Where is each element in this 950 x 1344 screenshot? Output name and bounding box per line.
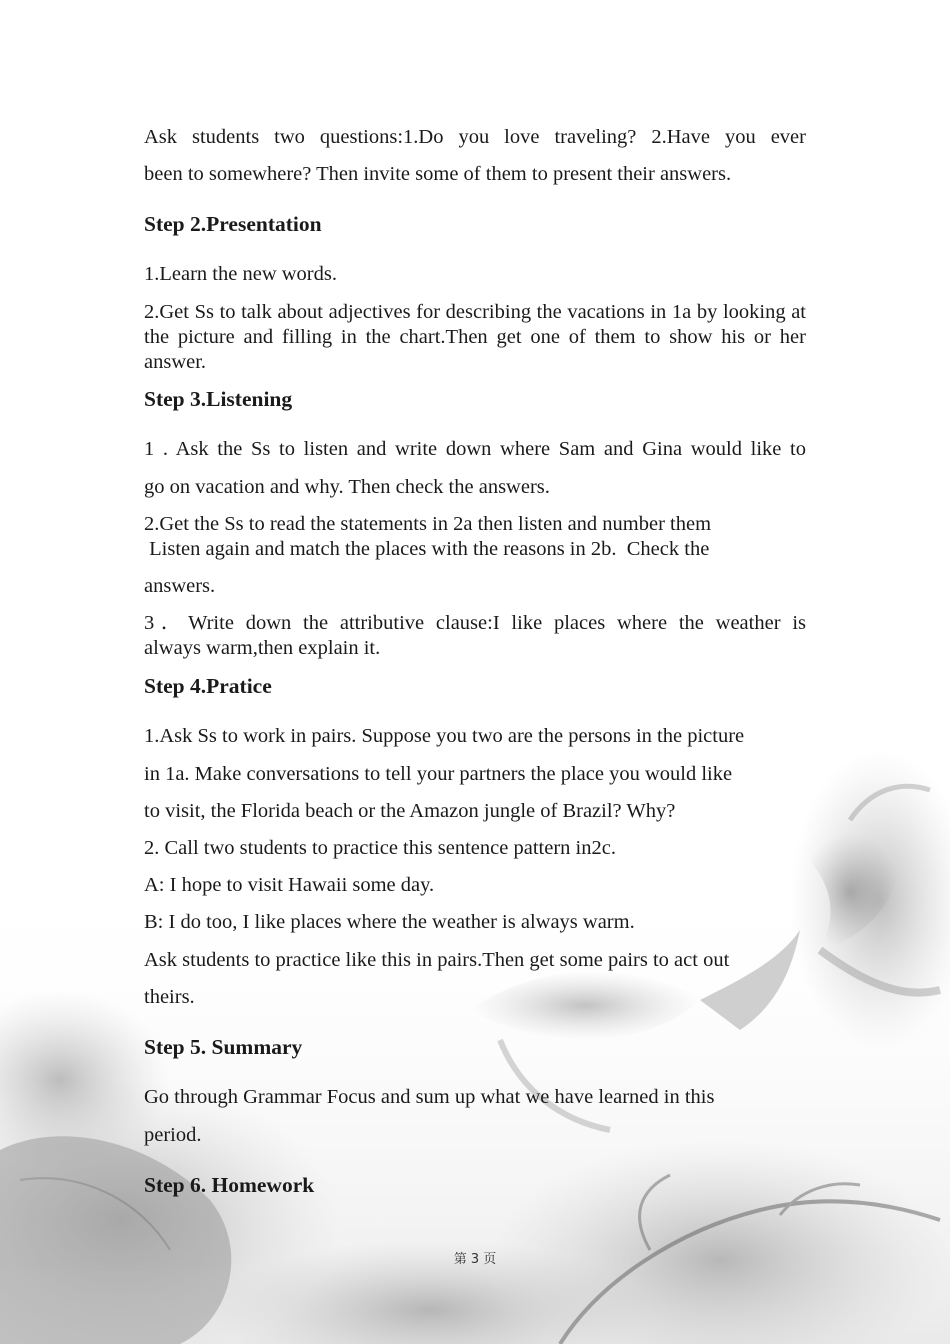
step5-line-1: Go through Grammar Focus and sum up what we have learned in this — [144, 1086, 715, 1108]
step3-heading: Step 3.Listening — [144, 387, 293, 411]
page-number: 第 3 页 — [453, 1252, 497, 1267]
step4-dialog-a: A: I hope to visit Hawaii some day. — [144, 874, 435, 896]
step4-heading: Step 4.Pratice — [144, 674, 272, 698]
step3-item-3-line-2: always warm,then explain it. — [144, 637, 381, 659]
step3-item-2-line-3: answers. — [144, 575, 216, 597]
step4-item-1-line-3: to visit, the Florida beach or the Amazon jungle of Brazil? Why? — [144, 800, 676, 822]
step2-heading: Step 2.Presentation — [144, 212, 322, 236]
step4-dialog-b: B: I do too, I like places where the weather is always warm. — [144, 911, 635, 933]
intro-line-1: Ask students two questions:1.Do you love traveling? 2.Have you ever — [144, 126, 806, 148]
step2-item-2: 2.Get Ss to talk about adjectives for describing the vacations in 1a by looking at the picture and filling in the chart.Then get one of them to show his or her answer. — [144, 301, 806, 373]
step2-item-1: 1.Learn the new words. — [144, 263, 337, 285]
step3-item-2-line-2: Listen again and match the places with the reasons in 2b. Check the — [144, 538, 710, 560]
step4-item-1-line-2: in 1a. Make conversations to tell your partners the place you would like — [144, 763, 733, 785]
step4-practice-line-1: Ask students to practice like this in pairs.Then get some pairs to act out — [144, 949, 730, 971]
step4-item-1-line-1: 1.Ask Ss to work in pairs. Suppose you two are the persons in the picture — [144, 725, 745, 747]
step5-line-2: period. — [144, 1124, 202, 1146]
step3-item-1-line-1: 1 . Ask the Ss to listen and write down where Sam and Gina would like to — [144, 438, 806, 460]
step3-item-2-line-1: 2.Get the Ss to read the statements in 2a then listen and number them — [144, 513, 712, 535]
step3-item-1-line-2: go on vacation and why. Then check the answers. — [144, 476, 550, 498]
step3-item-3-line-1: 3．Write down the attributive clause:I like places where the weather is — [144, 612, 806, 634]
step6-heading: Step 6. Homework — [144, 1173, 315, 1197]
intro-line-2: been to somewhere? Then invite some of them to present their answers. — [144, 163, 732, 185]
step5-heading: Step 5. Summary — [144, 1035, 303, 1059]
step4-item-2: 2. Call two students to practice this sentence pattern in2c. — [144, 837, 616, 859]
step4-practice-line-2: theirs. — [144, 986, 195, 1008]
